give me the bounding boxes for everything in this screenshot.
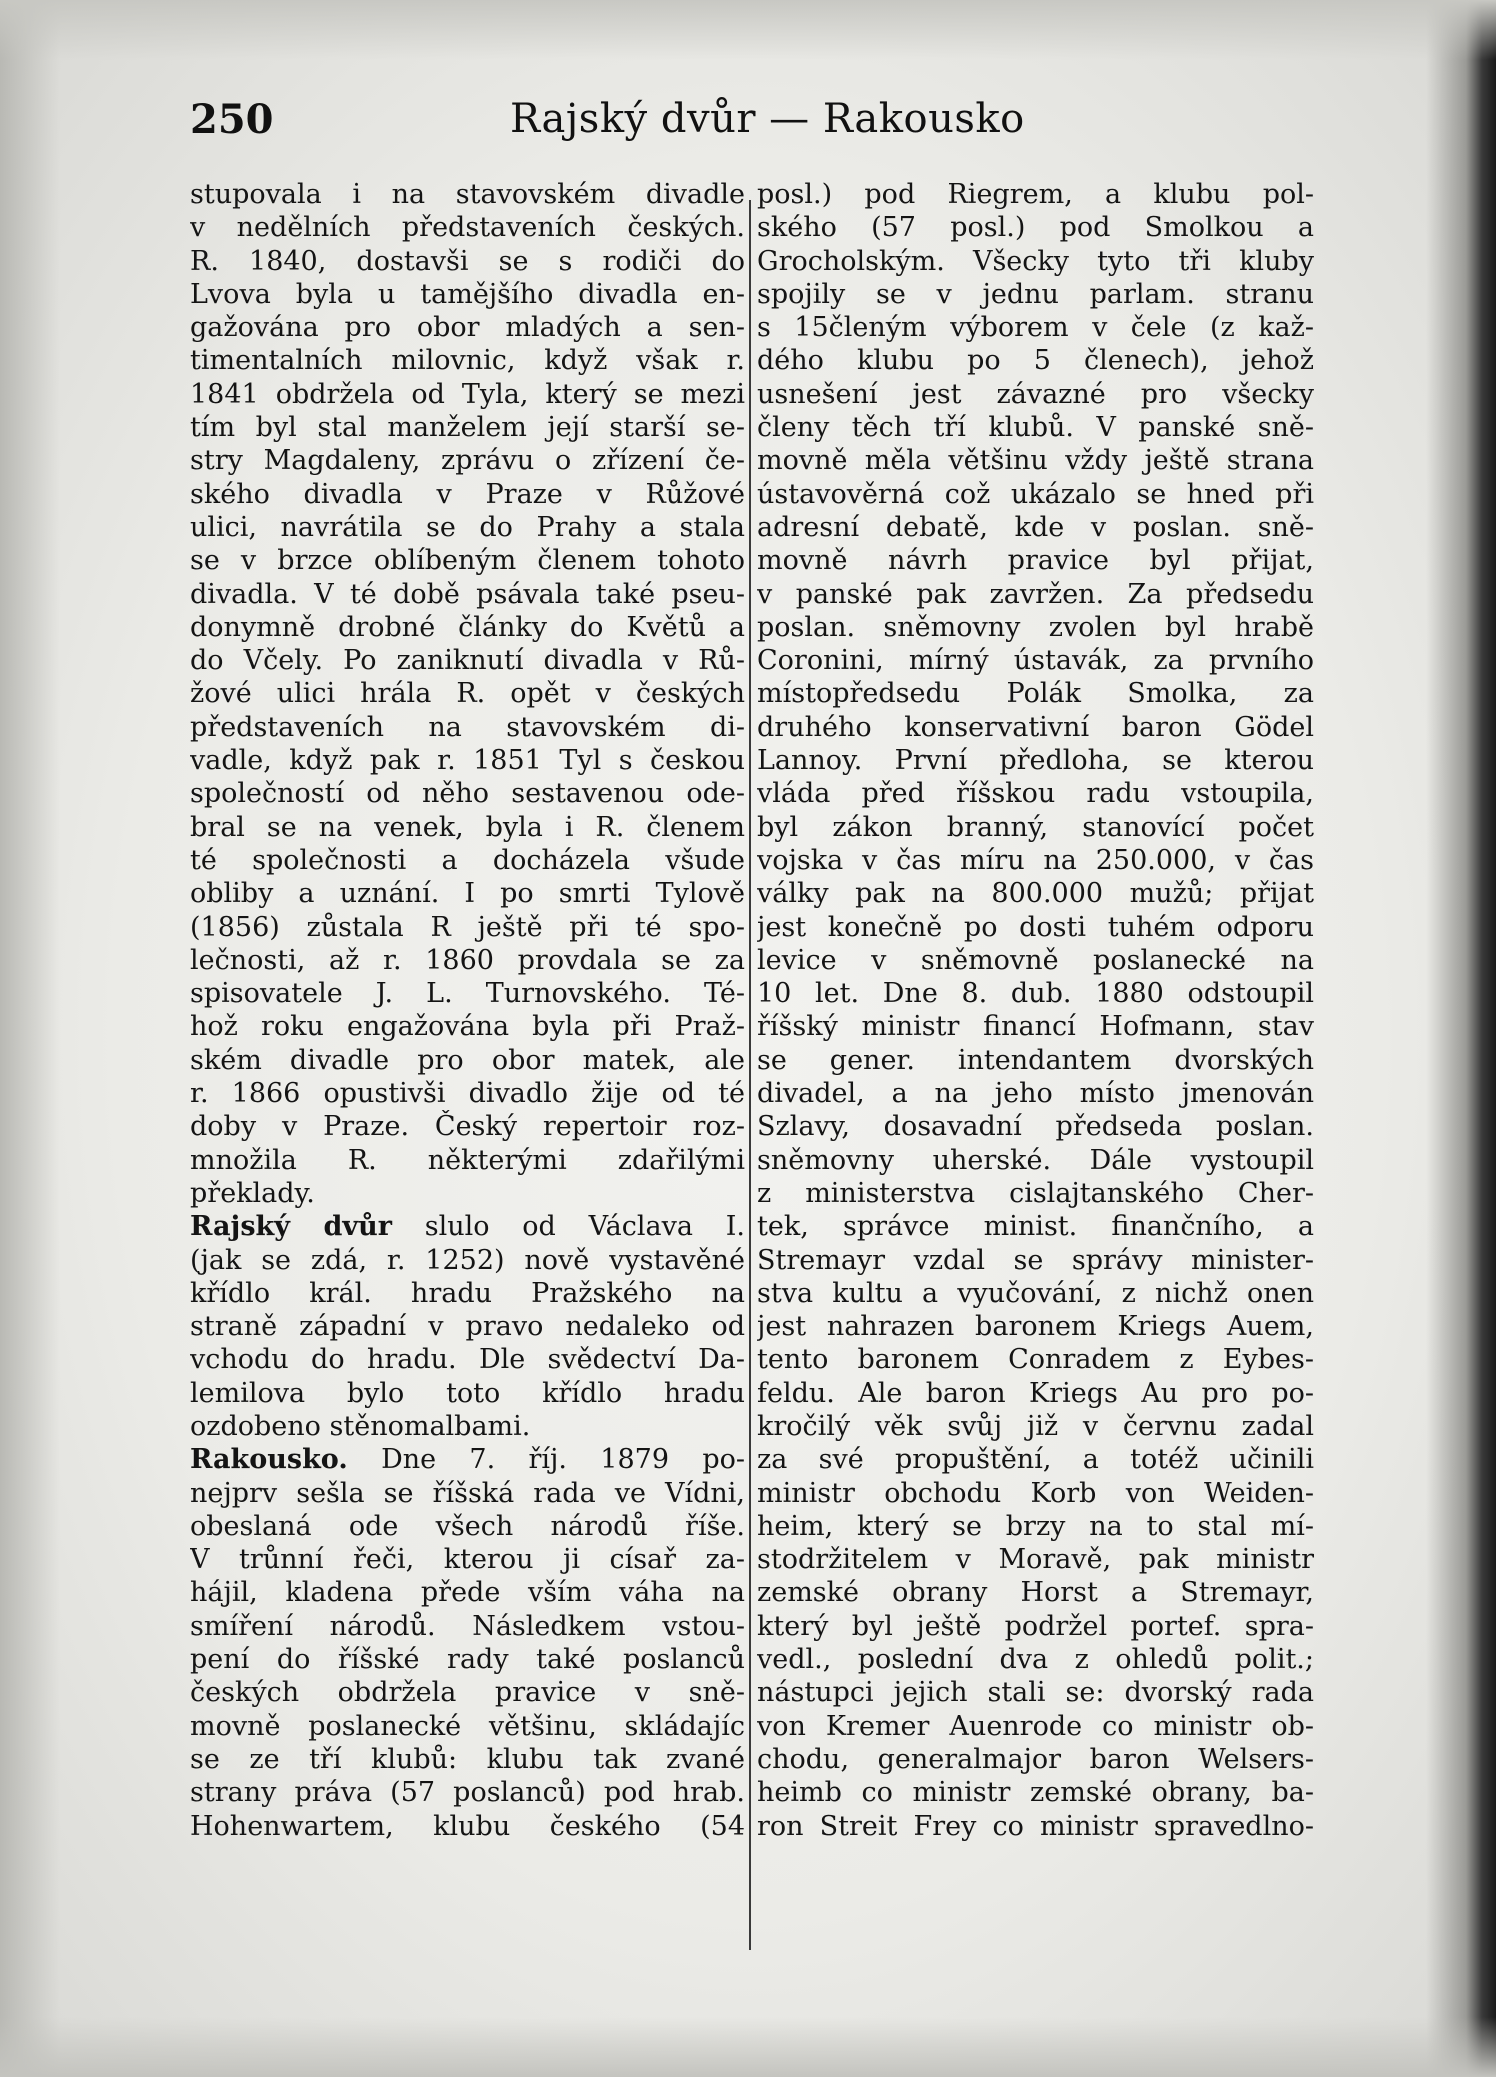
- text-line: ozdobeno stěnomalbami.: [190, 1410, 531, 1442]
- entry-rakousko: [190, 1443, 745, 1476]
- text-line: r. 1866 opustivši divadlo žije od té: [190, 1078, 745, 1110]
- text-line: divadla. V té době psávala také pseu-: [190, 578, 745, 610]
- text-line: členy těch tří klubů. V panské sně-: [757, 412, 1314, 444]
- text-line: obeslaná ode všech národů říše.: [190, 1510, 745, 1542]
- text-line: feldu. Ale baron Kriegs Au pro po-: [757, 1377, 1314, 1409]
- text-line: který byl ještě podržel portef. spra-: [757, 1610, 1314, 1642]
- text-line: von Kremer Auenrode co ministr ob-: [757, 1710, 1314, 1742]
- text-line: adresní debatě, kde v poslan. sně-: [757, 511, 1314, 543]
- text-line: vláda před říšskou radu vstoupila,: [757, 778, 1314, 810]
- text-line: ském divadle pro obor matek, ale: [190, 1044, 745, 1076]
- text-line: tek, správce minist. finančního, a: [757, 1211, 1314, 1243]
- text-line: vojska v čas míru na 250.000, v čas: [757, 844, 1314, 876]
- text-line: R. 1840, dostavši se s rodiči do: [190, 245, 745, 277]
- text-line: sněmovny uherské. Dále vystoupil: [757, 1144, 1314, 1176]
- text-line: usnešení jest závazné pro všecky: [757, 378, 1314, 410]
- text-line: hož roku engažována byla při Praž-: [190, 1011, 745, 1043]
- text-line: levice v sněmovně poslanecké na: [757, 944, 1314, 976]
- left-column: [190, 178, 745, 1843]
- scan-shadow-right: [1426, 0, 1496, 2077]
- text-line: lemilova bylo toto křídlo hradu: [190, 1377, 745, 1409]
- text-line: timentalních milovnic, když však r.: [190, 345, 745, 377]
- text-line: nástupci jejich stali se: dvorský rada: [757, 1677, 1314, 1709]
- text-line: donymně drobné články do Květů a: [190, 611, 745, 643]
- text-line: jest nahrazen baronem Kriegs Auem,: [757, 1311, 1314, 1343]
- entry-headword: Rakousko.: [190, 1444, 348, 1476]
- text-line: českých obdržela pravice v sně-: [190, 1677, 745, 1709]
- text-line: ského divadla v Praze v Růžové: [190, 478, 745, 510]
- text-line: se ze tří klubů: klubu tak zvané: [190, 1743, 745, 1775]
- text-line: spojily se v jednu parlam. stranu: [757, 278, 1314, 310]
- text-line: pení do říšské rady také poslanců: [190, 1644, 745, 1676]
- text-line: strany práva (57 poslanců) pod hrab.: [190, 1777, 745, 1809]
- text-line: žové ulici hrála R. opět v českých: [190, 678, 745, 710]
- text-line: divadel, a na jeho místo jmenován: [757, 1078, 1314, 1110]
- text-fragment: slulo od Václava I.: [391, 1211, 745, 1243]
- column-divider: [749, 200, 751, 1950]
- scan-shadow-top: [0, 0, 1496, 60]
- text-line: lečnosti, až r. 1860 provdala se za: [190, 944, 745, 976]
- text-line: zemské obrany Horst a Stremayr,: [757, 1577, 1314, 1609]
- text-line: doby v Praze. Český repertoir roz-: [190, 1111, 745, 1143]
- text-line: Lvova byla u tamějšího divadla en-: [190, 278, 745, 310]
- text-fragment: Dne 7. říj. 1879 po-: [347, 1444, 745, 1476]
- right-column: [757, 178, 1314, 1843]
- page-title: Rajský dvůr — Rakousko: [510, 96, 1025, 142]
- text-line: gažována pro obor mladých a sen-: [190, 312, 745, 344]
- text-line: za své propuštění, a totéž učinili: [757, 1444, 1314, 1476]
- text-line: dého klubu po 5 členech), jehož: [757, 345, 1314, 377]
- running-head: [190, 96, 1300, 156]
- text-line: tím byl stal manželem její starší se-: [190, 412, 745, 444]
- text-line: tento baronem Conradem z Eybes-: [757, 1344, 1314, 1376]
- text-line: poslan. sněmovny zvolen byl hrabě: [757, 611, 1314, 643]
- text-line: druhého konservativní baron Gödel: [757, 711, 1314, 743]
- text-line: V trůnní řeči, kterou ji císař za-: [190, 1544, 745, 1576]
- text-line: posl.) pod Riegrem, a klubu pol-: [757, 179, 1314, 210]
- text-line: z ministerstva cislajtanského Cher-: [757, 1177, 1314, 1209]
- text-line: společností od něho sestavenou ode-: [190, 778, 745, 810]
- text-line: místopředsedu Polák Smolka, za: [757, 678, 1314, 710]
- text-line: movně poslanecké většinu, skládajíc: [190, 1710, 745, 1742]
- text-line: ministr obchodu Korb von Weiden-: [757, 1477, 1314, 1509]
- text-line: 10 let. Dne 8. dub. 1880 odstoupil: [757, 978, 1314, 1010]
- text-line: překlady.: [190, 1177, 315, 1209]
- text-line: jest konečně po dosti tuhém odporu: [757, 911, 1314, 943]
- text-line: říšský ministr financí Hofmann, stav: [757, 1011, 1314, 1043]
- text-line: kročilý věk svůj již v červnu zadal: [757, 1410, 1314, 1442]
- text-line: byl zákon branný, stanovící počet: [757, 811, 1314, 843]
- text-line: Hohenwartem, klubu českého (54: [190, 1810, 745, 1842]
- text-line: té společnosti a docházela všude: [190, 844, 745, 876]
- text-line: ského (57 posl.) pod Smolkou a: [757, 212, 1314, 244]
- text-line: heim, který se brzy na to stal mí-: [757, 1510, 1314, 1542]
- text-line: v nedělních představeních českých.: [190, 212, 745, 244]
- text-line: Coronini, mírný ústavák, za prvního: [757, 645, 1314, 677]
- text-line: movně návrh pravice byl přijat,: [757, 545, 1314, 577]
- text-line: vchodu do hradu. Dle svědectví Da-: [190, 1344, 745, 1376]
- scan-shadow-bottom: [0, 2017, 1496, 2077]
- text-line: movně měla většinu vždy ještě strana: [757, 445, 1314, 477]
- text-line: křídlo král. hradu Pražského na: [190, 1277, 745, 1309]
- text-line: se v brzce oblíbeným členem tohoto: [190, 545, 745, 577]
- text-line: ústavověrná což ukázalo se hned při: [757, 478, 1314, 510]
- text-line: se gener. intendantem dvorských: [757, 1044, 1314, 1076]
- text-line: (1856) zůstala R ještě při té spo-: [190, 911, 745, 943]
- text-line: stry Magdaleny, zprávu o zřízení če-: [190, 445, 745, 477]
- text-line: (jak se zdá, r. 1252) nově vystavěné: [190, 1244, 745, 1276]
- entry-rajsky-dvur: [190, 1210, 745, 1243]
- text-line: Lannoy. První předloha, se kterou: [757, 745, 1314, 777]
- text-line: ulici, navrátila se do Prahy a stala: [190, 511, 745, 543]
- text-line: vedl., poslední dva z ohledů polit.;: [757, 1644, 1314, 1676]
- text-line: stodržitelem v Moravě, pak ministr: [757, 1544, 1314, 1576]
- text-line: chodu, generalmajor baron Welsers-: [757, 1743, 1314, 1775]
- text-line: do Včely. Po zaniknutí divadla v Rů-: [190, 645, 745, 677]
- text-line: bral se na venek, byla i R. členem: [190, 811, 745, 843]
- text-line: představeních na stavovském di-: [190, 711, 745, 743]
- text-line: hájil, kladena přede vším váha na: [190, 1577, 745, 1609]
- text-line: stva kultu a vyučování, z nichž onen: [757, 1277, 1314, 1309]
- text-line: vadle, když pak r. 1851 Tyl s českou: [190, 745, 745, 777]
- text-line: války pak na 800.000 mužů; přijat: [757, 878, 1314, 910]
- text-line: Grocholským. Všecky tyto tři kluby: [757, 245, 1314, 277]
- scan-shadow-left: [0, 0, 60, 2077]
- page-number: 250: [190, 96, 274, 143]
- text-line: smíření národů. Následkem vstou-: [190, 1610, 745, 1642]
- text-line: 1841 obdržela od Tyla, který se mezi: [190, 378, 745, 410]
- text-line: množila R. některými zdařilými: [190, 1144, 745, 1176]
- text-line: obliby a uznání. I po smrti Tylově: [190, 878, 745, 910]
- text-line: heimb co ministr zemské obrany, ba-: [757, 1777, 1314, 1809]
- text-line: Szlavy, dosavadní předseda poslan.: [757, 1111, 1314, 1143]
- text-line: nejprv sešla se říšská rada ve Vídni,: [190, 1477, 745, 1509]
- text-line: v panské pak zavržen. Za předsedu: [757, 578, 1314, 610]
- text-line: Stremayr vzdal se správy minister-: [757, 1244, 1314, 1276]
- text-line: s 15členým výborem v čele (z kaž-: [757, 312, 1314, 344]
- text-line: straně západní v pravo nedaleko od: [190, 1311, 745, 1343]
- text-line: spisovatele J. L. Turnovského. Té-: [190, 978, 745, 1010]
- text-line: ron Streit Frey co ministr spravedlno-: [757, 1810, 1314, 1842]
- text-line: stupovala i na stavovském divadle: [190, 179, 745, 210]
- entry-headword: Rajský dvůr: [190, 1211, 392, 1243]
